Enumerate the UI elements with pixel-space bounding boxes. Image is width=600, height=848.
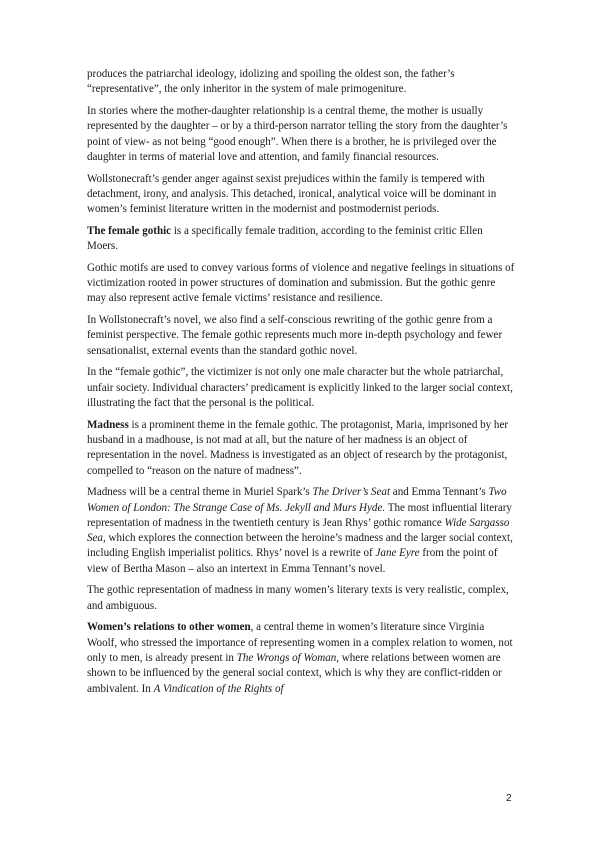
paragraph	[87, 365, 515, 411]
text-run: and Emma Tennant’s	[390, 486, 489, 499]
text-run: Wollstonecraft’s gender anger against sexist prejudices within the family is tempered with detachment, irony, and analysis. This detached, ironical, analytical voice will be dominant in women’s feminist literature written in the modernist and postmodernist periods.	[87, 172, 497, 216]
text-run: In Wollstonecraft’s novel, we also find a self-conscious rewriting of the gothic genre from a feminist perspective. The female gothic represents much more in-depth psychology and fewer sensationalist, external events than the standard gothic novel.	[87, 314, 503, 357]
text-run: In stories where the mother-daughter relationship is a central theme, the mother is usually represented by the daughter – or by a third-person narrator telling the story from the daughter’s point of view- as not being “good enough”. When there is a brother, he is privileged over the daughter in terms of material love and attention, and family financial resources.	[87, 104, 508, 163]
text-run: is a prominent theme in the female gothic. The protagonist, Maria, imprisoned by her husband in a madhouse, is not mad at all, but the nature of her madness is an object of representation in the novel. Madness is investigated as an object of research by the protagonist, compelled to “reason on the nature of madness”.	[87, 418, 509, 477]
body-text	[87, 67, 515, 703]
text-run: is a specifically female tradition, according to the feminist critic Ellen Moers.	[87, 224, 483, 253]
text-run: The most influential literary representation of madness in the twentieth century is Jean Rhys’ gothic romance	[87, 501, 512, 529]
paragraph	[87, 67, 515, 98]
paragraph	[87, 583, 515, 614]
italic-title: Two Women of London: The Strange Case of Ms. Jekyll and Murs Hyde.	[87, 486, 507, 514]
italic-title: The Wrongs of Woman	[236, 652, 337, 664]
italic-title: A Vindication of the Rights of	[153, 682, 284, 695]
paragraph	[87, 224, 515, 255]
italic-title: Wide Sargasso Sea,	[87, 516, 510, 545]
text-run: which explores the connection between the heroine’s madness and the larger social context, including English imperialist politics. Rhys’ novel is a rewrite of	[87, 532, 513, 560]
italic-title: The Driver’s Seat	[312, 486, 391, 499]
text-run: , where relations between women are shown to be influenced by the general social context, which is why they are conflict-ridden or ambivalent. In	[87, 652, 502, 695]
text-run: from the point of view of Bertha Mason – also an intertext in Emma Tennant’s novel.	[87, 547, 498, 575]
paragraph	[87, 485, 515, 577]
text-run: In the “female gothic”, the victimizer is not only one male character but the whole patriarchal, unfair society. Individual characters’ predicament is explicitly linked to the larger social context, illustrating the fact that the personal is the political.	[87, 366, 513, 409]
text-run: The gothic representation of madness in many women’s literary texts is very realistic, complex, and ambiguous.	[87, 584, 509, 612]
text-run: Gothic motifs are used to convey various forms of violence and negative feelings in situations of victimization rooted in power structures of domination and submission. But the gothic genre may also represent active female victims’ resistance and resilience.	[87, 261, 515, 305]
paragraph	[87, 261, 515, 307]
paragraph	[87, 104, 515, 165]
text-run: Madness will be a central theme in Muriel Spark’s	[87, 486, 313, 499]
paragraph	[87, 418, 515, 479]
text-run: produces the patriarchal ideology, idolizing and spoiling the oldest son, the father’s “representative”, the only inheritor in the system of male primogeniture.	[87, 68, 455, 96]
text-run: , a central theme in women’s literature since Virginia Woolf, who stressed the importance of representing women in a complex relation to women, not only to men, is already present in	[87, 621, 513, 664]
paragraph	[87, 172, 515, 218]
bold-term: Madness	[87, 418, 129, 431]
bold-term: Women’s relations to other women	[87, 621, 251, 634]
italic-title: Jane Eyre	[375, 547, 420, 560]
bold-term: The female gothic	[87, 224, 172, 237]
paragraph	[87, 620, 515, 696]
page-number: 2	[506, 793, 512, 804]
paragraph	[87, 313, 515, 359]
